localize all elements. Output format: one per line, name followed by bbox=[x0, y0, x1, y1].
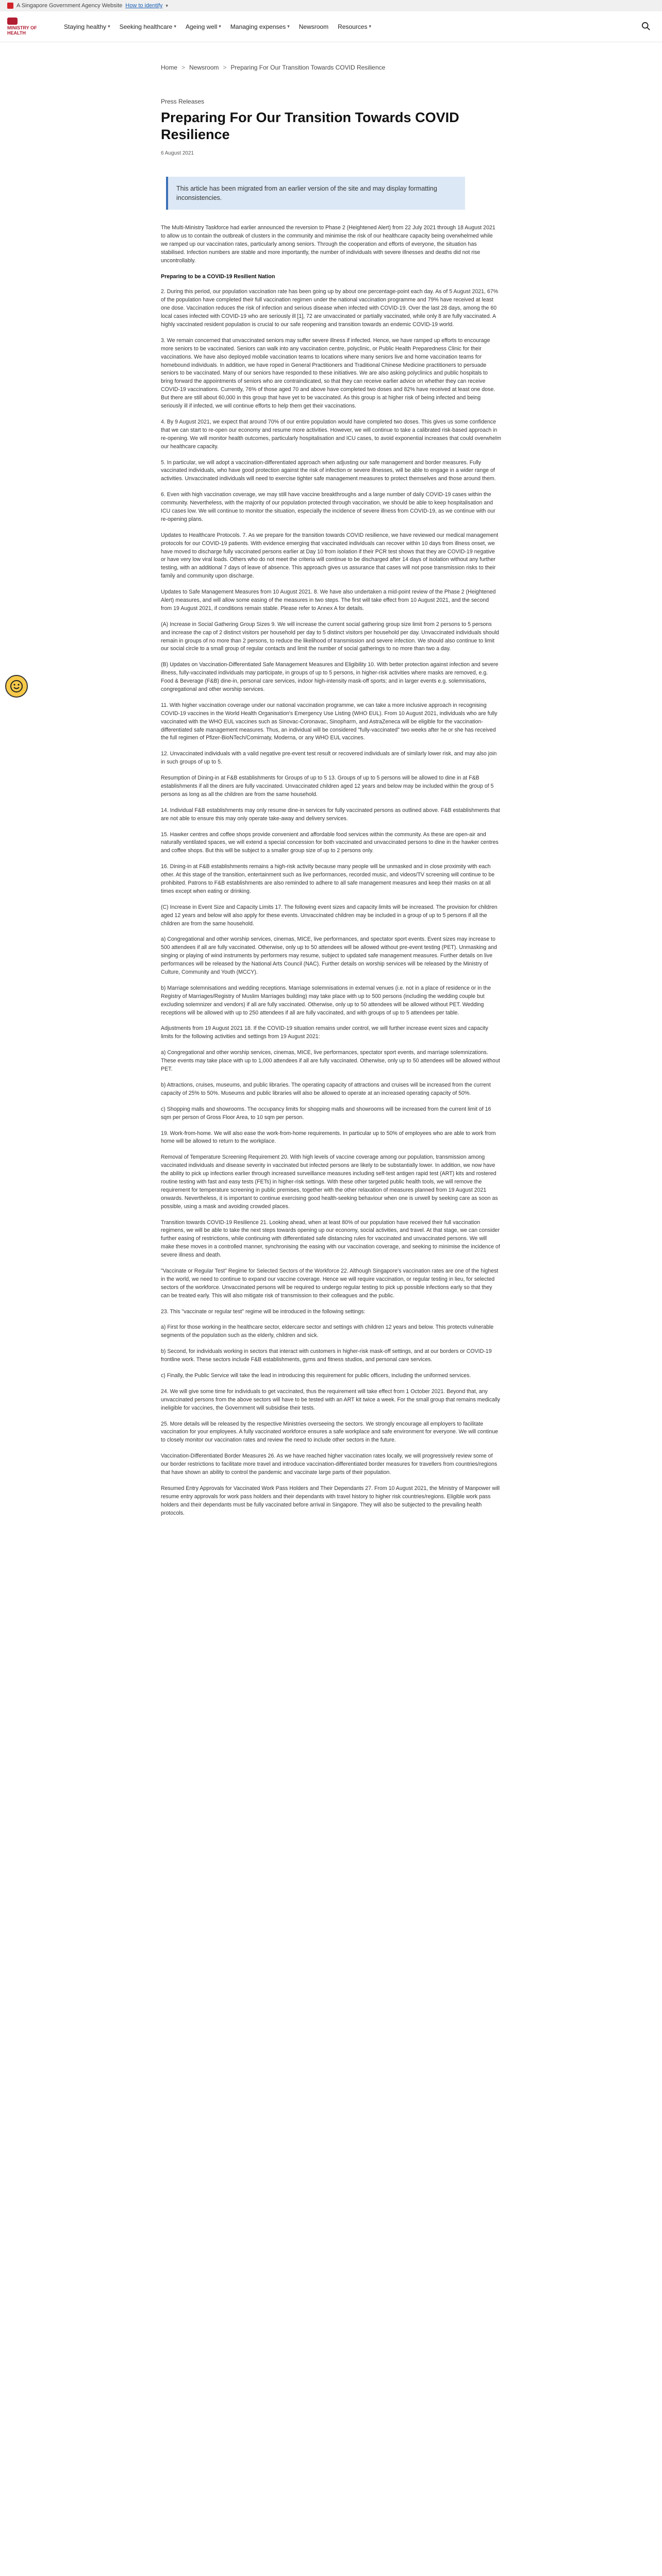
article-container bbox=[161, 64, 501, 1517]
paragraph: c) Shopping malls and showrooms. The occupancy limits for shopping malls and showrooms will be increased from the current limit of 16 sqm per person of Gross Floor Area, to 10 sqm per person. bbox=[161, 1106, 491, 1121]
article-category: Press Releases bbox=[161, 98, 205, 105]
singapore-lion-icon bbox=[7, 3, 13, 9]
paragraph: b) Attractions, cruises, museums, and public libraries. The operating capacity of attractions and cruises will be increased from the current capacity of 25% to 50%. Museums and public libraries will also be allowed to operate at an increased operating capacity of 50%. bbox=[161, 1081, 491, 1096]
paragraph: Updates to Healthcare Protocols. 7. As we prepare for the transition towards COVID resilience, we have reviewed our medical management protocols for our COVID-19 patients. With evidence emerging that vaccinated individuals can recover within 10 days from illness onset, we have moved to discharge fully vaccinated persons earlier at Day 10 from isolation if their PCR test shows that they are COVID-19 negative or have very low viral loads. Others who do not meet the criteria will continue to be discharged after 14 days of isolation without any further testing, with an additional 7 days of leave of absence. This approach gives us assurance that cases will not pose transmission risks to their family and community upon discharge. bbox=[161, 532, 499, 580]
chevron-down-icon: ▾ bbox=[108, 24, 110, 29]
nav-item-ageing-well[interactable]: Ageing well ▾ bbox=[185, 23, 221, 30]
paragraph: 16. Dining-in at F&B establishments remains a high-risk activity because many people will be unmasked and in close proximity with each other. At this stage of the transition, entertainment such as live performances, recorded music, and videos/TV screening will continue to be prohibited. Patrons to F&B establishments are also reminded to adhere to all safe management measures and keep their masks on at all times except when eating or drinking. bbox=[161, 863, 495, 894]
paragraph: 25. More details will be released by the respective Ministries overseeing the sectors. We strongly encourage all employers to facilitate vaccination for your employees. A fully vaccinated workforce ensures a safe workplace and safe environment for everyone. We will continue to closely monitor our vaccination rates and review the need to include other sectors in the future. bbox=[161, 1420, 499, 1444]
paragraph: The Multi-Ministry Taskforce had earlier announced the reversion to Phase 2 (Heightened Alert) from 22 July 2021 through 18 August 2021 to allow us to contain the outbreak of clusters in the community and minimise the risk of our healthcare capacity being overwhelmed while we ramped up our vaccination rates, particularly among seniors. Through the cooperation and efforts of everyone, the situation has stabilised. Infection numbers are stable and more importantly, the number of individuals with severe illnesses and deaths did not rise uncontrollably. bbox=[161, 225, 495, 264]
paragraph: Adjustments from 19 August 2021 18. If the COVID-19 situation remains under control, we will further increase event sizes and capacity limits for the following activities and settings from 19 August 2021: bbox=[161, 1025, 488, 1040]
breadcrumb-separator: > bbox=[223, 64, 227, 71]
nav-item-managing-expenses[interactable]: Managing expenses ▾ bbox=[230, 23, 290, 30]
paragraph: 14. Individual F&B establishments may only resume dine-in services for fully vaccinated persons as outlined above. F&B establishments that are not able to ensure this may only operate take-away and delivery services. bbox=[161, 807, 500, 822]
migration-notice: This article has been migrated from an earlier version of the site and may display formatting inconsistencies. bbox=[166, 177, 465, 210]
paragraph: Resumed Entry Approvals for Vaccinated Work Pass Holders and Their Dependants 27. From 10 August 2021, the Ministry of Manpower will resume entry approvals for work pass holders and their dependants with travel history to higher risk countries/regions. Eligible work pass holders and their dependants must be fully vaccinated before arrival in Singapore. They will also be subjected to the prevailing health protocols. bbox=[161, 1485, 500, 1516]
section-heading: Preparing to be a COVID-19 Resilient Nation bbox=[161, 273, 275, 280]
moh-logo[interactable] bbox=[7, 18, 55, 36]
breadcrumb-newsroom[interactable]: Newsroom bbox=[189, 64, 219, 71]
nav-item-staying-healthy[interactable]: Staying healthy ▾ bbox=[64, 23, 110, 30]
paragraph: Removal of Temperature Screening Requirement 20. With high levels of vaccine coverage among our population, transmission among vaccinated individuals and disease severity in vaccinated but infected persons are likely to be substantially lower. In addition, we now have the ability to pick up infections earlier through increased surveillance measures including self-test antigen rapid test (ART) kits and rostered routine testing with fast and easy tests (FETs) in higher-risk settings. With these other targeted public health tools, we will remove the requirement for temperature screening in public premises, together with the other relaxation of measures planned from 19 August 2021 onwards. Nevertheless, it is important to continue exercising good health-seeking behaviour when one is unwell by seeking care as soon as possible, using a mask and avoiding crowded places. bbox=[161, 1154, 498, 1210]
breadcrumb-separator: > bbox=[181, 64, 186, 71]
paragraph: "Vaccinate or Regular Test" Regime for Selected Sectors of the Workforce 22. Although Singapore's vaccination rates are one of the highest in the world, we need to continue to expand our vaccine coverage. Hence we will require vaccination, or regular testing in lieu, for selected sectors of the workforce. Unvaccinated persons will be required to undergo regular testing to pick up possible infections early so that they can be treated early. This will also mitigate risk of transmission to their colleagues and the public. bbox=[161, 1267, 499, 1299]
feedback-button[interactable] bbox=[5, 675, 28, 698]
paragraph: Transition towards COVID-19 Resilience 21. Looking ahead, when at least 80% of our population have received their full vaccination regimens, we will be able to take the next steps towards opening up our economy, social activities, and travel. At that stage, we can consider further easing of restrictions, while continuing with differentiated safe distancing rules for vaccinated and unvaccinated persons. We will make these moves in a controlled manner, synchronising the easing with our vaccination coverage, and seeking to minimise the incidence of severe illness and death. bbox=[161, 1219, 500, 1259]
breadcrumb-current: Preparing For Our Transition Towards COVID Resilience bbox=[230, 64, 386, 71]
publish-date: 6 August 2021 bbox=[161, 150, 194, 156]
page-title: Preparing For Our Transition Towards COVID Resilience bbox=[161, 110, 459, 142]
breadcrumb bbox=[161, 64, 501, 71]
paragraph: 4. By 9 August 2021, we expect that around 70% of our entire population would have completed two doses. This gives us some confidence that we can start to re-open our economy and resume more activities. However, we will continue to take a calibrated risk-based approach in re-opening. We will monitor health outcomes, particularly hospitalisation and ICU cases, to avoid exponential increases that could overwhelm our healthcare capacity. bbox=[161, 418, 501, 450]
paragraph: Resumption of Dining-in at F&B establishments for Groups of up to 5 13. Groups of up to 5 persons will be allowed to dine in at F&B establishments if all the diners are fully vaccinated. Unvaccinated children aged 12 years and below may be included within the group of 5 persons as long as all the children are from the same household. bbox=[161, 775, 494, 798]
nav-item-seeking-healthcare[interactable]: Seeking healthcare ▾ bbox=[119, 23, 176, 30]
paragraph: 23. This "vaccinate or regular test" regime will be introduced in the following settings: bbox=[161, 1308, 366, 1315]
paragraph: 11. With higher vaccination coverage under our national vaccination programme, we can take a more inclusive approach in recognising COVID-19 vaccines in the World Health Organisation's Emergency Use Listing (WHO EUL). From 10 August 2021, individuals who are fully vaccinated with the WHO EUL vaccines such as Sinovac-Coronavac, Sinopharm, and AstraZeneca will be eligible for the vaccination-differentiated safe management measures. Thus, an individual will be considered "fully-vaccinated" two weeks after he or she has received the full regimen of Pfizer-BioNTech/Comirnaty, Moderna, or any WHO EUL vaccines. bbox=[161, 702, 498, 741]
government-banner bbox=[0, 0, 662, 11]
paragraph: b) Second, for individuals working in sectors that interact with customers in higher-risk mask-off settings, and at our borders or COVID-19 frontline work. These sectors include F&B establishments, gyms and fitness studios, and personal care services. bbox=[161, 1348, 492, 1363]
paragraph: 3. We remain concerned that unvaccinated seniors may suffer severe illness if infected. Hence, we have ramped up efforts to encourage more seniors to be vaccinated. Seniors can walk into any vaccination centre, polyclinic, or Public Health Preparedness Clinic for their vaccinations. We have also deployed mobile vaccination teams to locations where many seniors live and home vaccination teams for homebound individuals. In addition, we have roped in General Practitioners and Traditional Chinese Medicine practitioners to persuade seniors to be vaccinated. Many of our seniors have responded to these initiatives. We are also asking polyclinics and public hospitals to bring forward the appointments of seniors who are contraindicated, so that they can receive earlier advice on whether they can receive COVID-19 vaccinations. Currently, 76% of those aged 70 and above have completed two doses and 82% have received at least one dose. But there are still about 60,000 in this group that have yet to be vaccinated. As this group is at higher risk of being infected and being seriously ill if infected, we will continue efforts to help them get their vaccinations. bbox=[161, 337, 495, 410]
chevron-down-icon: ▾ bbox=[166, 3, 168, 8]
chevron-down-icon: ▾ bbox=[174, 24, 176, 29]
smiley-icon bbox=[10, 680, 23, 693]
breadcrumb-home[interactable]: Home bbox=[161, 64, 178, 71]
paragraph: 12. Unvaccinated individuals with a valid negative pre-event test result or recovered individuals are of similarly lower risk, and may also join in such groups of up to 5. bbox=[161, 751, 497, 766]
paragraph: a) Congregational and other worship services, cinemas, MICE, live performances, spectator sport events, and marriage solemnizations. These events may take place with up to 1,000 attendees if all are fully vaccinated. Otherwise, only up to 50 attendees will be allowed without PET. bbox=[161, 1049, 500, 1073]
paragraph: 6. Even with high vaccination coverage, we may still have vaccine breakthroughs and a large number of daily COVID-19 cases within the community. Nevertheless, with the majority of our population protected through vaccination, we should be able to keep hospitalisation and ICU cases low. We will continue to monitor the situation, especially the incidence of severe illness from COVID-19, as we continue with our re-opening plans. bbox=[161, 492, 495, 522]
nav-item-newsroom[interactable]: Newsroom bbox=[299, 23, 329, 30]
chevron-down-icon: ▾ bbox=[287, 24, 290, 29]
paragraph: 19. Work-from-home. We will also ease the work-from-home requirements. In particular up to 50% of employees who are able to work from home will be allowed to return to the workplace. bbox=[161, 1130, 496, 1145]
nav-item-resources[interactable]: Resources ▾ bbox=[338, 23, 371, 30]
site-header bbox=[0, 11, 662, 42]
paragraph: 2. During this period, our population vaccination rate has been going up by about one percentage-point each day. As of 5 August 2021, 67% of the population have completed their full vaccination regimen under the national vaccination programme and 79% have received at least one dose. Vaccination reduces the risk of infection and serious disease when infected with COVID-19. Over the last 28 days, among the 60 local cases infected with COVID-19 who are seriously ill [1], 72 are unvaccinated or partially vaccinated, while only 8 are fully vaccinated. A highly vaccinated resident population is crucial to our safe reopening and transition towards an endemic COVID-19 world. bbox=[161, 289, 499, 328]
paragraph: 24. We will give some time for individuals to get vaccinated, thus the requirement will take effect from 1 October 2021. Beyond that, any unvaccinated persons from the above sectors will have to be tested with an ART kit twice a week. For the small group that remains medically ineligible for vaccines, the Government will subsidise their tests. bbox=[161, 1388, 500, 1411]
main-nav bbox=[64, 23, 371, 30]
search-icon[interactable] bbox=[641, 22, 651, 31]
paragraph: b) Marriage solemnisations and wedding receptions. Marriage solemnisations in external venues (i.e. not in a place of residence or in the Registry of Marriages/Registry of Muslim Marriages building) may take place with up to 500 persons (including the wedding couple but excluding solemnizer and vendors) if all are fully vaccinated. Otherwise, only up to 50 attendees will be allowed without PET. Wedding receptions will be allowed with up to 250 attendees if all are fully vaccinated, and with groups of up to 5 attendees per table. bbox=[161, 985, 491, 1016]
paragraph: a) First for those working in the healthcare sector, eldercare sector and settings with children 12 years and below. This protects vulnerable segments of the population such as the elderly, children and sick. bbox=[161, 1324, 494, 1339]
government-banner-text: A Singapore Government Agency Website bbox=[16, 3, 123, 9]
chevron-down-icon: ▾ bbox=[369, 24, 371, 29]
moh-logo-mark bbox=[7, 18, 18, 25]
paragraph: Vaccination-Differentiated Border Measures 26. As we have reached higher vaccination rates locally, we will progressively review some of our border restrictions to facilitate more travel and introduce vaccination-differentiated border measures for travellers from countries/regions that have shown an ability to control the pandemic and vaccinate large parts of their population. bbox=[161, 1453, 498, 1476]
chevron-down-icon: ▾ bbox=[219, 24, 221, 29]
how-to-identify-link[interactable]: How to identify bbox=[125, 3, 163, 9]
article-body bbox=[161, 224, 501, 1517]
paragraph: (A) Increase in Social Gathering Group Sizes 9. We will increase the current social gathering group size limit from 2 persons to 5 persons and increase the cap of 2 distinct visitors per household per day to 5 distinct visitors per household per day. Unvaccinated individuals should remain in groups of no more than 2 persons, to reduce the likelihood of transmission and severe infection. We should also continue to limit our social circle to a small group of regular contacts and limit the number of social gatherings to no more than two a day. bbox=[161, 621, 499, 652]
paragraph: (C) Increase in Event Size and Capacity Limits 17. The following event sizes and capacity limits will be increased. The provision for children aged 12 years and below will also apply for these events. Unvaccinated children may be included in a group of up to 5 persons if all the children are from the same household. bbox=[161, 904, 498, 927]
paragraph: 5. In particular, we will adopt a vaccination-differentiated approach when adjusting our safe management and border measures. Fully vaccinated individuals, who have good protection against the risk of infection or severe illnesses, will be able to engage in a wider range of activities. Unvaccinated individuals will need to exercise tighter safe management measures to protect themselves and those around them. bbox=[161, 459, 496, 482]
paragraph: Updates to Safe Management Measures from 10 August 2021. 8. We have also undertaken a mid-point review of the Phase 2 (Heightened Alert) measures, and will allow some easing of the measures in two steps. The first will take effect from 10 August 2021, and the second from 19 August 2021, if conditions remain stable. Please refer to Annex A for details. bbox=[161, 589, 496, 612]
paragraph: (B) Updates on Vaccination-Differentiated Safe Management Measures and Eligibility 10. With better protection against infection and severe illness, fully-vaccinated individuals may participate, in groups of up to 5 persons, in higher-risk activities where masks are removed, e.g. Food & Beverage (F&B) dine-in, personal care services, indoor high-intensity mask-off sports; and in larger events e.g. solemnisations, congregational and other worship services. bbox=[161, 662, 499, 692]
paragraph: a) Congregational and other worship services, cinemas, MICE, live performances, and spectator sport events. Event sizes may increase to 500 attendees if all are fully vaccinated. Otherwise, only up to 50 attendees will be allowed without pre-event testing (PET). Unmasking and singing or playing of wind instruments by performers may resume, subject to updated safe management measures. Further details on live performances will be released by the National Arts Council (NAC). Further details on worship services will be released by the Ministry of Culture, Community and Youth (MCCY). bbox=[161, 936, 497, 976]
paragraph: c) Finally, the Public Service will take the lead in introducing this requirement for public officers, including the uniformed services. bbox=[161, 1372, 471, 1379]
paragraph: 15. Hawker centres and coffee shops provide convenient and affordable food services within the community. As these are open-air and naturally ventilated spaces, we will extend a special concession for both vaccinated and unvaccinated persons to dine in the hawker centres and coffee shops. But this will be subject to a smaller group size of up to 2 persons only. bbox=[161, 831, 499, 854]
logo-text: MINISTRY OF HEALTH bbox=[7, 25, 37, 36]
